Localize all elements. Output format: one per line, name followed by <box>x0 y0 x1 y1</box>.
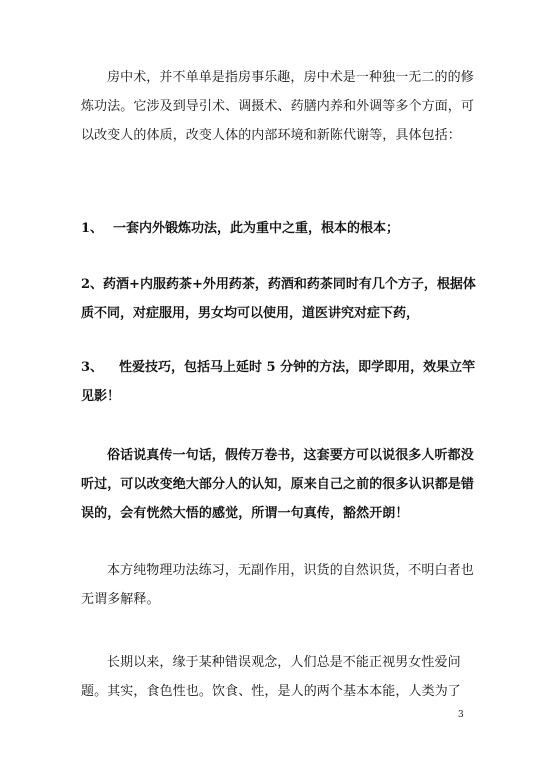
list-text-1: 一套内外锻炼功法，此为重中之重，根本的根本； <box>113 221 400 236</box>
page-number: 3 <box>458 710 464 720</box>
method-paragraph: 本方纯物理功法练习，无副作用，识货的自然识货，不明白者也无谓多解释。 <box>81 563 474 607</box>
proverb-paragraph: 俗话说真传一句话，假传万卷书，这套要方可以说很多人听都没听过，可以改变绝大部分人的认知，原来自己之前的很多认识都是错误的，会有恍然大悟的感觉，所谓一句真传，豁然开朗！ <box>81 448 475 521</box>
list-item-1 <box>81 214 476 243</box>
list-number-3: 3、 <box>81 360 104 375</box>
list-number-2: 2、 <box>81 277 104 292</box>
list-item-2 <box>81 270 476 328</box>
list-number-1: 1、 <box>81 221 104 236</box>
intro-paragraph: 房中术，并不单单是指房事乐趣，房中术是一种独一无二的的修炼功法。它涉及到导引术、调摄术、药膳内养和外调等多个方面，可以改变人的体质，改变人体的内部环境和新陈代谢等，具体包括： <box>81 70 475 143</box>
list-item-3 <box>81 353 476 411</box>
list-text-2: 药酒+内服药茶+外用药茶，药酒和药茶同时有几个方子，根据体质不同，对症服用，男女均可以使用，道医讲究对症下药， <box>81 277 476 321</box>
long-term-paragraph: 长期以来，缘于某种错误观念，人们总是不能正视男女性爱问题。其实，食色性也。饮食、性，是人的两个基本本能，人类为了 <box>81 655 461 699</box>
list-text-3: 性爱技巧，包括马上延时 5 分钟的方法，即学即用，效果立竿见影！ <box>81 360 476 404</box>
